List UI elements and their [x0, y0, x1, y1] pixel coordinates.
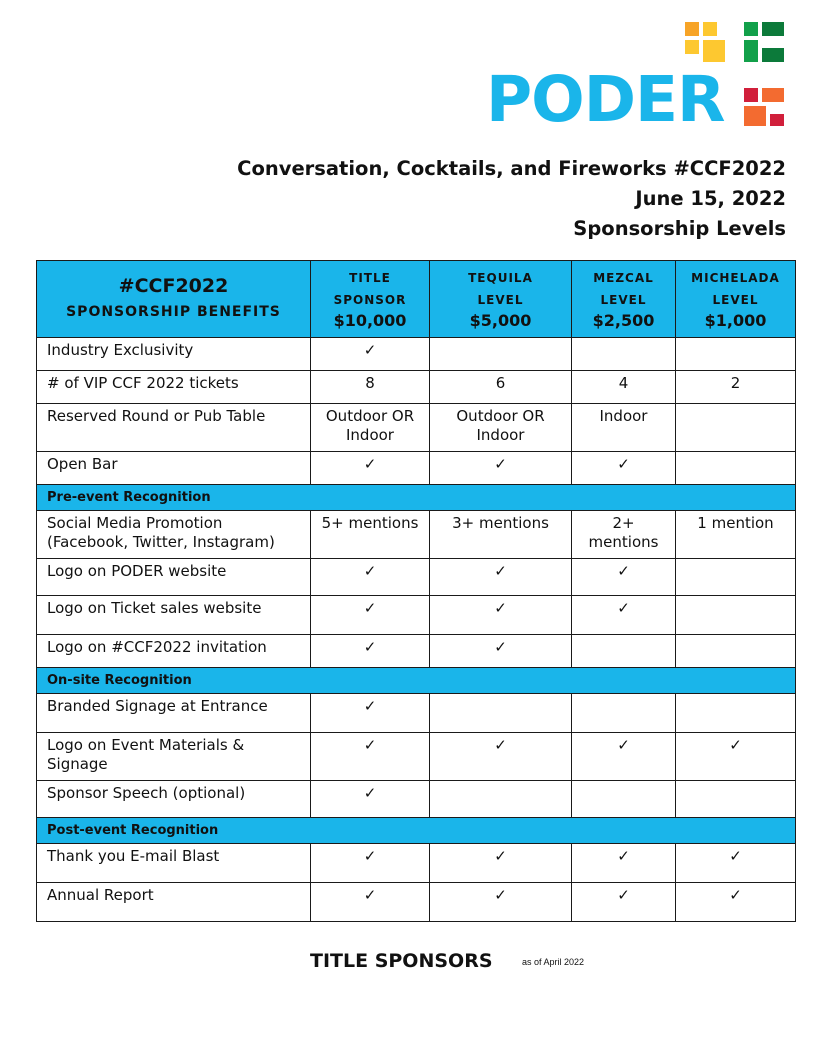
cell-michelada	[676, 338, 796, 371]
table-row	[37, 511, 796, 559]
cell-mezcal: ✓	[572, 733, 676, 781]
section-pre-event: Pre-event Recognition	[37, 485, 796, 511]
poder-logo	[486, 22, 786, 136]
header-main-line1: #CCF2022	[118, 275, 229, 297]
cell-michelada	[676, 635, 796, 668]
title-sponsors-heading: TITLE SPONSORS	[310, 950, 493, 972]
cell-michelada: 2	[676, 371, 796, 404]
cell-mezcal	[572, 781, 676, 818]
cell-mezcal: ✓	[572, 883, 676, 922]
row-label: Open Bar	[37, 452, 311, 485]
section-post-event: Post-event Recognition	[37, 818, 796, 844]
cell-tequila: Outdoor OR Indoor	[430, 404, 572, 452]
cell-mezcal: ✓	[572, 596, 676, 635]
cell-title: ✓	[311, 635, 430, 668]
row-label: # of VIP CCF 2022 tickets	[37, 371, 311, 404]
cell-michelada: ✓	[676, 883, 796, 922]
cell-tequila: ✓	[430, 635, 572, 668]
level-type: LEVEL	[477, 293, 524, 307]
row-label: Industry Exclusivity	[37, 338, 311, 371]
cell-tequila: ✓	[430, 596, 572, 635]
level-amount: $5,000	[469, 311, 532, 330]
event-title: Conversation, Cocktails, and Fireworks #CCF2022	[237, 157, 786, 180]
section-on-site: On-site Recognition	[37, 668, 796, 694]
table-row	[37, 338, 796, 371]
cell-title: ✓	[311, 452, 430, 485]
cell-michelada	[676, 694, 796, 733]
cell-michelada: 1 mention	[676, 511, 796, 559]
level-name: TITLE	[349, 271, 391, 285]
table-row	[37, 883, 796, 922]
table-row	[37, 844, 796, 883]
cell-mezcal: 4	[572, 371, 676, 404]
cell-title: ✓	[311, 559, 430, 596]
cell-title: ✓	[311, 781, 430, 818]
cell-title: 5+ mentions	[311, 511, 430, 559]
cell-tequila: ✓	[430, 733, 572, 781]
row-label: Logo on Event Materials & Signage	[37, 733, 311, 781]
cell-michelada	[676, 596, 796, 635]
row-label: Logo on PODER website	[37, 559, 311, 596]
cell-michelada	[676, 404, 796, 452]
cell-mezcal: ✓	[572, 559, 676, 596]
cell-title: ✓	[311, 596, 430, 635]
header-tequila-level	[430, 261, 572, 338]
table-row	[37, 371, 796, 404]
cell-mezcal: ✓	[572, 452, 676, 485]
cell-tequila: 6	[430, 371, 572, 404]
as-of-note: as of April 2022	[522, 957, 585, 967]
cell-title: ✓	[311, 733, 430, 781]
cell-tequila: ✓	[430, 844, 572, 883]
cell-title: 8	[311, 371, 430, 404]
cell-title: ✓	[311, 883, 430, 922]
cell-mezcal: Indoor	[572, 404, 676, 452]
header-mezcal-level	[572, 261, 676, 338]
section-row	[37, 668, 796, 694]
level-type: LEVEL	[600, 293, 647, 307]
level-amount: $1,000	[704, 311, 767, 330]
cell-michelada	[676, 452, 796, 485]
row-label: Social Media Promotion (Facebook, Twitter, Instagram)	[37, 511, 311, 559]
cell-mezcal	[572, 635, 676, 668]
event-heading	[237, 154, 786, 244]
table-row	[37, 596, 796, 635]
level-name: TEQUILA	[468, 271, 533, 285]
cell-mezcal	[572, 338, 676, 371]
table-row	[37, 452, 796, 485]
level-amount: $2,500	[592, 311, 655, 330]
cell-tequila: ✓	[430, 559, 572, 596]
sponsorship-table	[36, 260, 796, 922]
cell-tequila	[430, 781, 572, 818]
table-row	[37, 694, 796, 733]
table-row	[37, 559, 796, 596]
cell-tequila: ✓	[430, 452, 572, 485]
header-michelada-level	[676, 261, 796, 338]
level-name: MEZCAL	[593, 271, 654, 285]
cell-michelada: ✓	[676, 733, 796, 781]
cell-tequila: ✓	[430, 883, 572, 922]
row-label: Annual Report	[37, 883, 311, 922]
cell-michelada	[676, 781, 796, 818]
level-type: SPONSOR	[333, 293, 407, 307]
table-header-row	[37, 261, 796, 338]
header-main-line2: SPONSORSHIP BENEFITS	[66, 304, 281, 320]
row-label: Branded Signage at Entrance	[37, 694, 311, 733]
row-label: Logo on Ticket sales website	[37, 596, 311, 635]
row-label: Thank you E-mail Blast	[37, 844, 311, 883]
page-title: Sponsorship Levels	[573, 217, 786, 240]
cell-michelada: ✓	[676, 844, 796, 883]
cell-michelada	[676, 559, 796, 596]
table-row	[37, 733, 796, 781]
table-row	[37, 404, 796, 452]
cell-mezcal: ✓	[572, 844, 676, 883]
row-label: Reserved Round or Pub Table	[37, 404, 311, 452]
cell-mezcal	[572, 694, 676, 733]
cell-tequila: 3+ mentions	[430, 511, 572, 559]
cell-title: ✓	[311, 844, 430, 883]
header-title-sponsor	[311, 261, 430, 338]
cell-title: Outdoor OR Indoor	[311, 404, 430, 452]
section-row	[37, 485, 796, 511]
cell-mezcal: 2+ mentions	[572, 511, 676, 559]
table-row	[37, 781, 796, 818]
cell-tequila	[430, 338, 572, 371]
row-label: Sponsor Speech (optional)	[37, 781, 311, 818]
row-label: Logo on #CCF2022 invitation	[37, 635, 311, 668]
cell-title: ✓	[311, 694, 430, 733]
level-amount: $10,000	[333, 311, 407, 330]
level-name: MICHELADA	[691, 271, 780, 285]
header-benefits	[37, 261, 311, 338]
cell-tequila	[430, 694, 572, 733]
logo-wordmark: PODER	[486, 63, 725, 136]
event-date: June 15, 2022	[635, 187, 786, 210]
table-row	[37, 635, 796, 668]
section-row	[37, 818, 796, 844]
level-type: LEVEL	[712, 293, 759, 307]
cell-title: ✓	[311, 338, 430, 371]
